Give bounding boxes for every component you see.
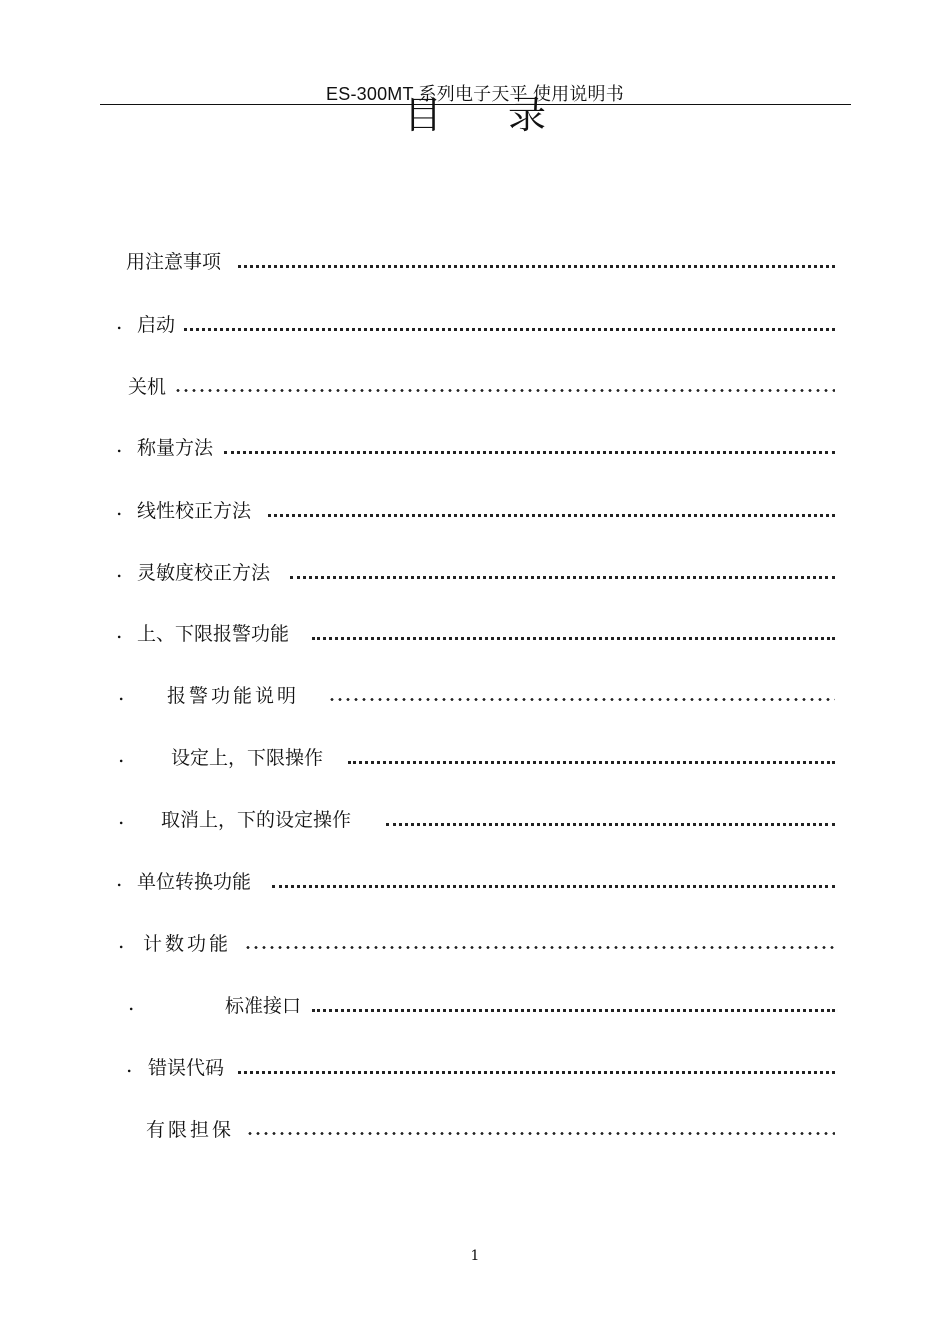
- toc-entry-marker: .: [118, 681, 125, 705]
- toc-entry[interactable]: [0, 492, 950, 522]
- toc-entry[interactable]: [0, 306, 950, 336]
- toc-entry[interactable]: [0, 739, 950, 769]
- toc-entry-label: 取消上，下的设定操作: [161, 805, 353, 832]
- toc-entry-marker: .: [128, 991, 135, 1015]
- toc-entry-label: 标准接口: [225, 991, 303, 1018]
- toc-entry-marker: .: [116, 496, 123, 520]
- toc-entry-marker: .: [116, 619, 123, 643]
- toc-entry-leader: [328, 698, 835, 701]
- toc-entry-marker: .: [116, 867, 123, 891]
- toc-entry-leader: [238, 1071, 835, 1074]
- toc-entry-label: 上、下限报警功能: [137, 619, 291, 646]
- toc-entry-leader: [184, 328, 835, 331]
- toc-entry[interactable]: [0, 801, 950, 831]
- toc-heading-char-2: 录: [508, 93, 547, 137]
- toc-entry-label: 线性校正方法: [137, 496, 253, 523]
- toc-entry-label: 灵敏度校正方法: [137, 558, 272, 585]
- page-number: 1: [470, 1248, 480, 1264]
- toc-entry[interactable]: [0, 987, 950, 1017]
- toc-entry-marker: .: [126, 1053, 133, 1077]
- toc-entry-leader: [268, 514, 835, 517]
- toc-entry-label: 报警功能说明: [167, 681, 301, 708]
- toc-entry[interactable]: [0, 554, 950, 584]
- toc-entry-label: 计数功能: [143, 929, 233, 956]
- toc-entry[interactable]: [0, 243, 950, 273]
- toc-entry[interactable]: [0, 925, 950, 955]
- toc-entry-label: 有限担保: [146, 1115, 236, 1142]
- toc-entry-leader: [386, 823, 835, 826]
- toc-entry[interactable]: [0, 1111, 950, 1141]
- toc-entry-label: 启动: [137, 310, 177, 337]
- toc-heading-char-1: 目: [403, 93, 442, 137]
- toc-entry-label: 单位转换功能: [137, 867, 253, 894]
- toc-entry-marker: .: [116, 310, 123, 334]
- toc-entry-marker: .: [118, 929, 125, 953]
- toc-entry-leader: [224, 451, 835, 454]
- toc-entry[interactable]: [0, 677, 950, 707]
- toc-entry-leader: [272, 885, 835, 888]
- toc-entry-label: 错误代码: [148, 1053, 226, 1080]
- toc-entry-marker: .: [118, 805, 125, 829]
- toc-entry-marker: .: [116, 558, 123, 582]
- toc-entry-leader: [244, 946, 835, 949]
- toc-entry-label: 设定上，下限操作: [171, 743, 325, 770]
- toc-entry-leader: [290, 576, 835, 579]
- toc-entry-marker: .: [116, 433, 123, 457]
- toc-entry[interactable]: [0, 368, 950, 398]
- header-title: ES-300MT 系列电子天平 使用说明书: [326, 84, 624, 104]
- toc-entry[interactable]: [0, 615, 950, 645]
- toc-entry-leader: [348, 761, 835, 764]
- toc-entry-leader: [238, 265, 835, 268]
- toc-entry-leader: [312, 637, 835, 640]
- toc-entry-label: 用注意事项: [126, 247, 223, 274]
- toc-entry-marker: .: [118, 743, 125, 767]
- toc-entry-leader: [312, 1009, 835, 1012]
- toc-entry-label: 称量方法: [137, 433, 215, 460]
- toc-entry-leader: [174, 389, 835, 392]
- toc-entry-leader: [246, 1132, 835, 1135]
- toc-entry[interactable]: [0, 1049, 950, 1079]
- toc-entry[interactable]: [0, 429, 950, 459]
- toc-entry-label: 关机: [128, 372, 168, 399]
- toc-entry[interactable]: [0, 863, 950, 893]
